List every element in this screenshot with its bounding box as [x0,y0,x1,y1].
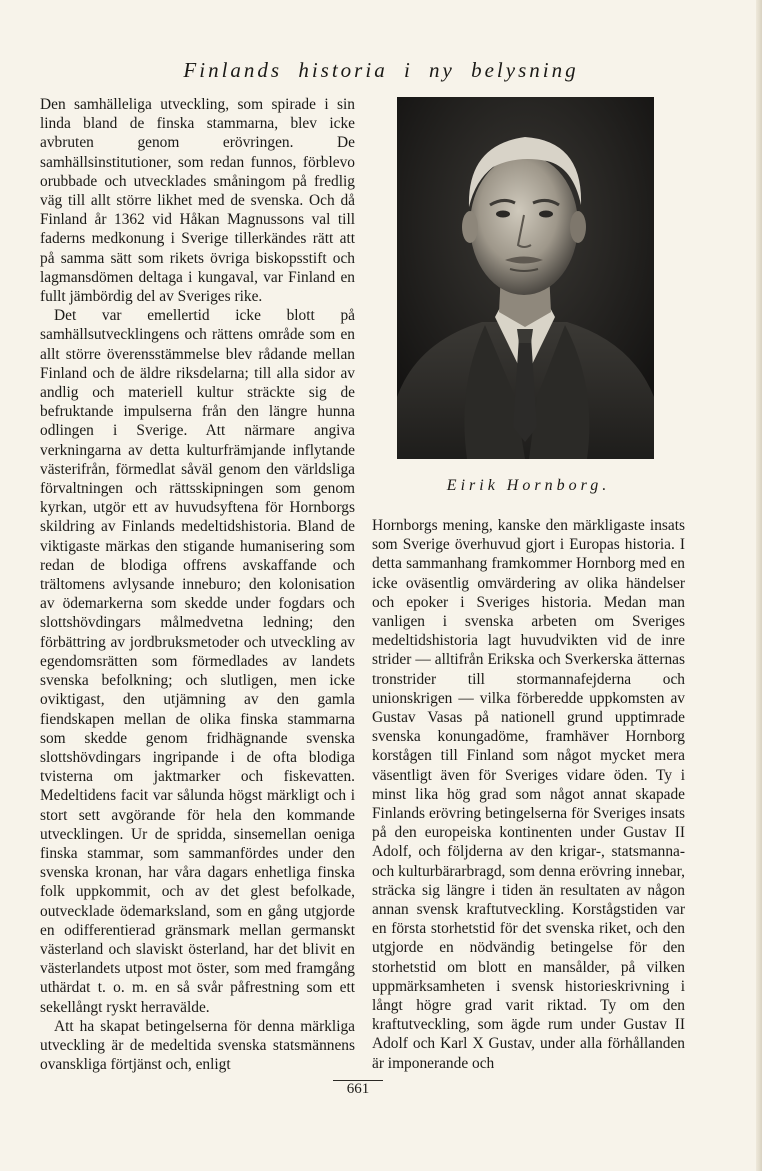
paragraph: Hornborgs mening, kanske den märkligaste insats som Sverige överhuvud gjort i Europas historia. I detta sammanhang framkommer Hornborg med en icke oväsentlig omvärdering av olika händelser och epoker i Sveriges historia. Medan man vanligen i svenska arbeten om Sveriges medeltidshistoria lagt huvudvikten vid de inre strider — alltifrån Erikska och Sverkerska ätternas tronstrider till stormannafejderna och unionskrigen — vilka förberedde uppkomsten av Gustav Vasas på nationell grund upptimrade svenska konungadöme, framhäver Hornborg korstågen till Finland som något mycket mera väsentligt även för Sveriges vidare öden. Ty i minst lika hög grad som något annat skapade Finlands erövring betingelserna för Sveriges insats på den europeiska kontinenten under Gustav II Adolf, och följderna av den krigar-, statsmanna- och kulturbärarbragd, som denna erövring innebar, sträcka sig längre i tiden än resultaten av någon annan svensk kraftutveckling. Korstågstiden var en första storhetstid för det svenska riket, och den utgjorde en nödvändig betingelse för den storhetstid om blott en mansålder, på vilken uppmärksamheten i svensk historieskrivning i långt högre grad varit riktad. Ty om den kraftutveckling, som ägde rum under Gustav II Adolf och Karl X Gustav, under alla förhållanden är imponerande och [372,517,685,1072]
right-column [372,516,685,1073]
left-column [40,95,355,1074]
paragraph: Det var emellertid icke blott på samhällsutvecklingens och rättens område som en allt större överensstämmelse blev rådande mellan Finland och de äldre riksdelarna; till alla sidor av andlig och materiell kultur sträckte sig de befruktande impulserna från den längre hunna odlingen i Sverige. Att närmare angiva verkningarna av detta kulturfrämjande inflytande västerifrån, förmedlat såväl genom den världsliga förvaltningen och rättsskipningen som genom kyrkan, utgör ett av huvudsyftena för Hornborgs skildring av Finlands medeltidshistoria. Bland de viktigaste märkas den stigande humanisering som redan de blodiga offrens avskaffande och trältomens avlysande inneburo; den kolonisation av ödemarkerna som skedde under fogdars och slottshövdingars målmedvetna ledning; den förbättring av jordbruksmetoder och utveckling av egendomsrätten som förmedlades av landets svenska befolkning; och slutligen, men icke oviktigast, den utjämning av den gamla fiendskapen mellan de olika finska stammarna som skedde genom fridhägnande svenska slottshövdingars ingripande i de ofta blodiga tvisterna om jaktmarker och fiskevatten. Medeltidens facit var sålunda högst märkligt och i stort sett avgörande för hela den kommande utvecklingen. Ur de spridda, sinsemellan oeniga finska stammar, som sammanfördes under den svenska kronan, har våra dagars enhetliga finska folk uppkommit, och av det glest befolkade, outvecklade ödemarksland, som en gång utgjorde en odifferentierad gränsmark mellan germanskt västerland och slaviskt österland, har det blivit en västerlandets utpost mot öster, som med framgång uthärdat t. o. m. en så svår påfrestning som ett sekellångt ryskt herravälde. [40,307,355,1016]
page-edge [756,0,762,1171]
portrait-photo [397,97,654,459]
running-title: Finlands historia i ny belysning [183,58,579,82]
page-number: 661 [333,1080,383,1098]
paragraph: Att ha skapat betingelserna för denna märkliga utveckling är de medeltida svenska statsmännens ovanskliga förtjänst och, enligt [40,1017,355,1074]
paragraph: Den samhälleliga utveckling, som spirade i sin linda bland de finska stammarna, blev icke avbruten genom erövringen. De samhällsinstitutioner, som redan funnos, förblevo orubbade och utvecklades småningom på fredlig väg till allt större likhet med de svenska. Och då Finland år 1362 vid Håkan Magnussons val till faderns medkonung i Sverige tillerkändes rätt att på samma sätt som rikets övriga biskopsstift och lagmansdömen deltaga i kungaval, var Finland en fullt jämbördig del av Sveriges rike. [40,96,355,306]
figure-caption: Eirik Hornborg. [446,477,611,494]
